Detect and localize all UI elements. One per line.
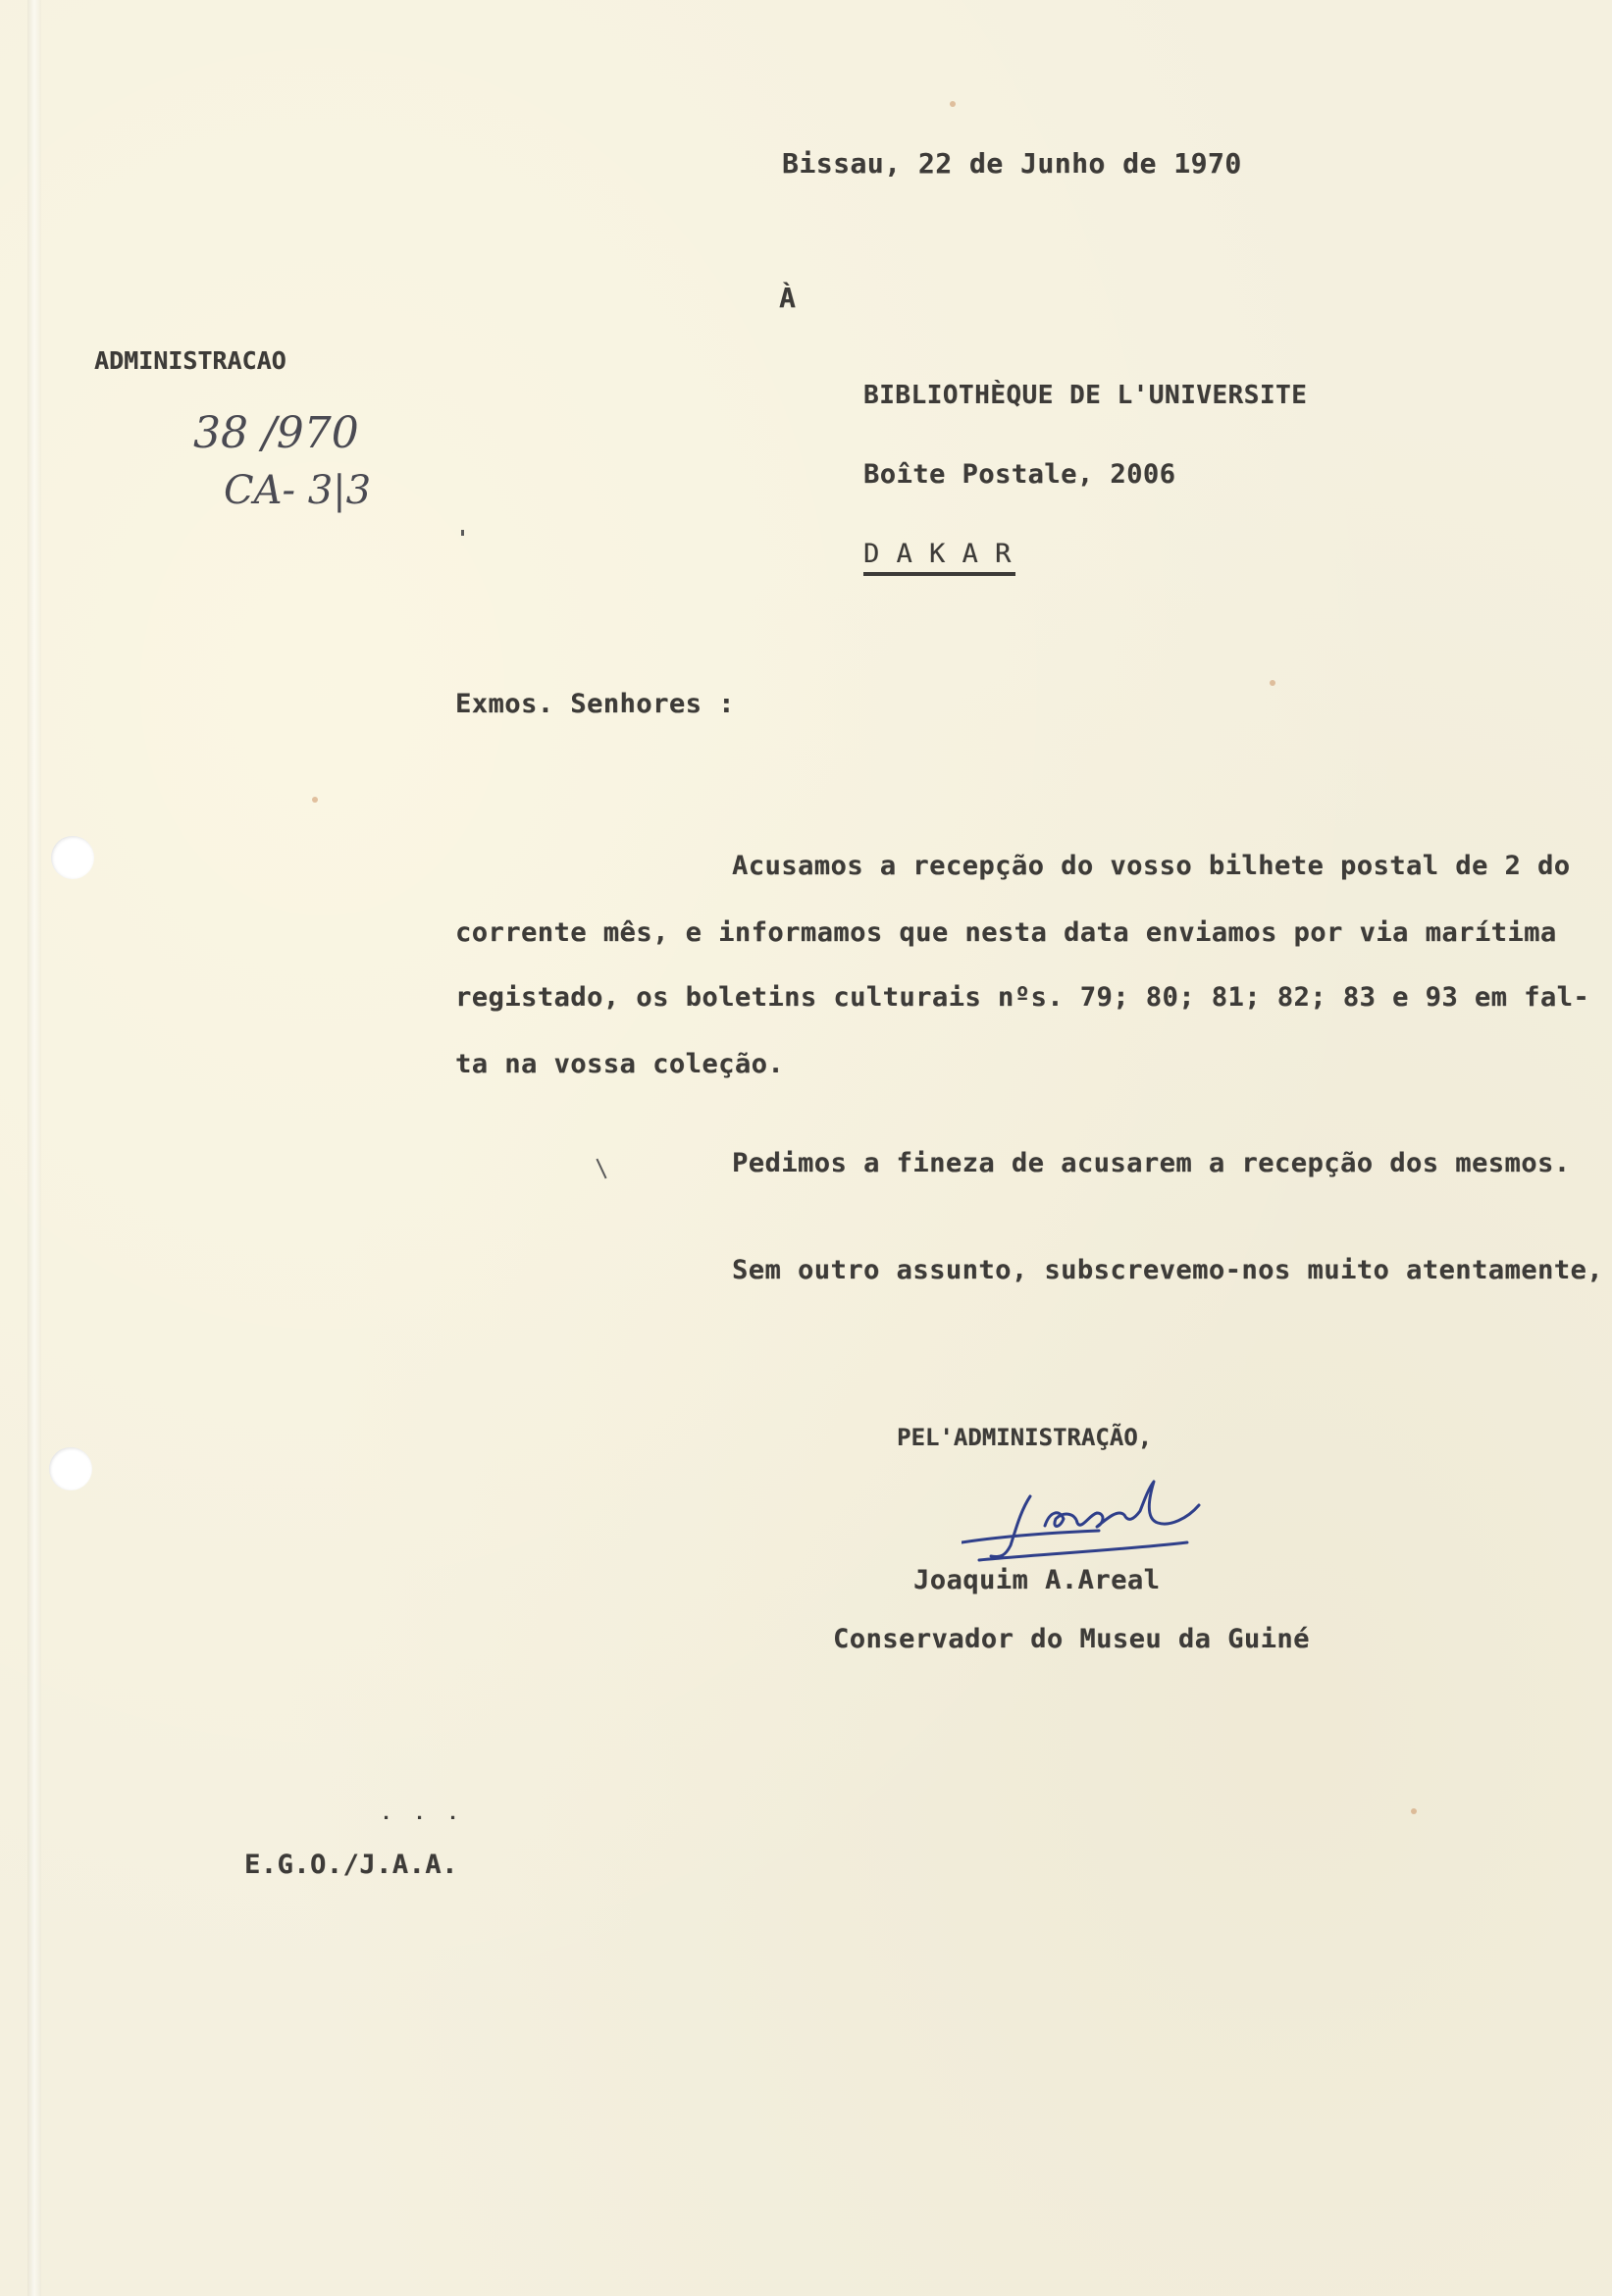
stray-mark xyxy=(461,530,464,536)
reference-number-handwritten: 38 /970 xyxy=(193,408,359,458)
paper-stain xyxy=(950,101,956,107)
stray-mark xyxy=(596,1159,606,1179)
recipient-city: D A K A R xyxy=(863,539,1012,569)
recipient-name: BIBLIOTHÈQUE DE L'UNIVERSITE xyxy=(863,381,1308,410)
closing-line: Sem outro assunto, subscrevemo-nos muito atentamente, xyxy=(732,1255,1604,1285)
paper-stain xyxy=(312,797,318,803)
handwritten-signature xyxy=(962,1472,1226,1580)
reference-code-handwritten: CA- 3|3 xyxy=(224,468,372,513)
body-paragraph-2: Pedimos a fineza de acusarem a recepção dos mesmos. xyxy=(732,1148,1571,1178)
paper-fold-shadow xyxy=(27,0,41,2296)
paper-stain xyxy=(1411,1808,1417,1814)
body-line-2: corrente mês, e informamos que nesta data enviamos por via marítima xyxy=(455,917,1557,948)
salutation: Exmos. Senhores : xyxy=(455,689,735,719)
initials-reference: E.G.O./J.A.A. xyxy=(244,1850,458,1880)
sender-department: ADMINISTRACAO xyxy=(94,346,286,375)
body-line-1: Acusamos a recepção do vosso bilhete postal de 2 do xyxy=(732,851,1571,881)
recipient-city-underline xyxy=(863,572,1015,576)
recipient-postal-box: Boîte Postale, 2006 xyxy=(863,459,1176,490)
signer-title: Conservador do Museu da Guiné xyxy=(833,1624,1310,1654)
body-line-3: registado, os boletins culturais nºs. 79; 80; 81; 82; 83 e 93 em fal- xyxy=(455,982,1590,1013)
body-line-4: ta na vossa coleção. xyxy=(455,1049,785,1079)
punch-hole-top xyxy=(51,836,94,879)
paper-stain xyxy=(1270,680,1275,686)
dots-mark: . . . xyxy=(381,1803,459,1824)
on-behalf-line: PEL'ADMINISTRAÇÃO, xyxy=(897,1424,1153,1451)
signer-name: Joaquim A.Areal xyxy=(913,1565,1161,1595)
punch-hole-bottom xyxy=(49,1447,92,1490)
to-marker: À xyxy=(779,282,797,314)
place-date: Bissau, 22 de Junho de 1970 xyxy=(782,147,1242,180)
